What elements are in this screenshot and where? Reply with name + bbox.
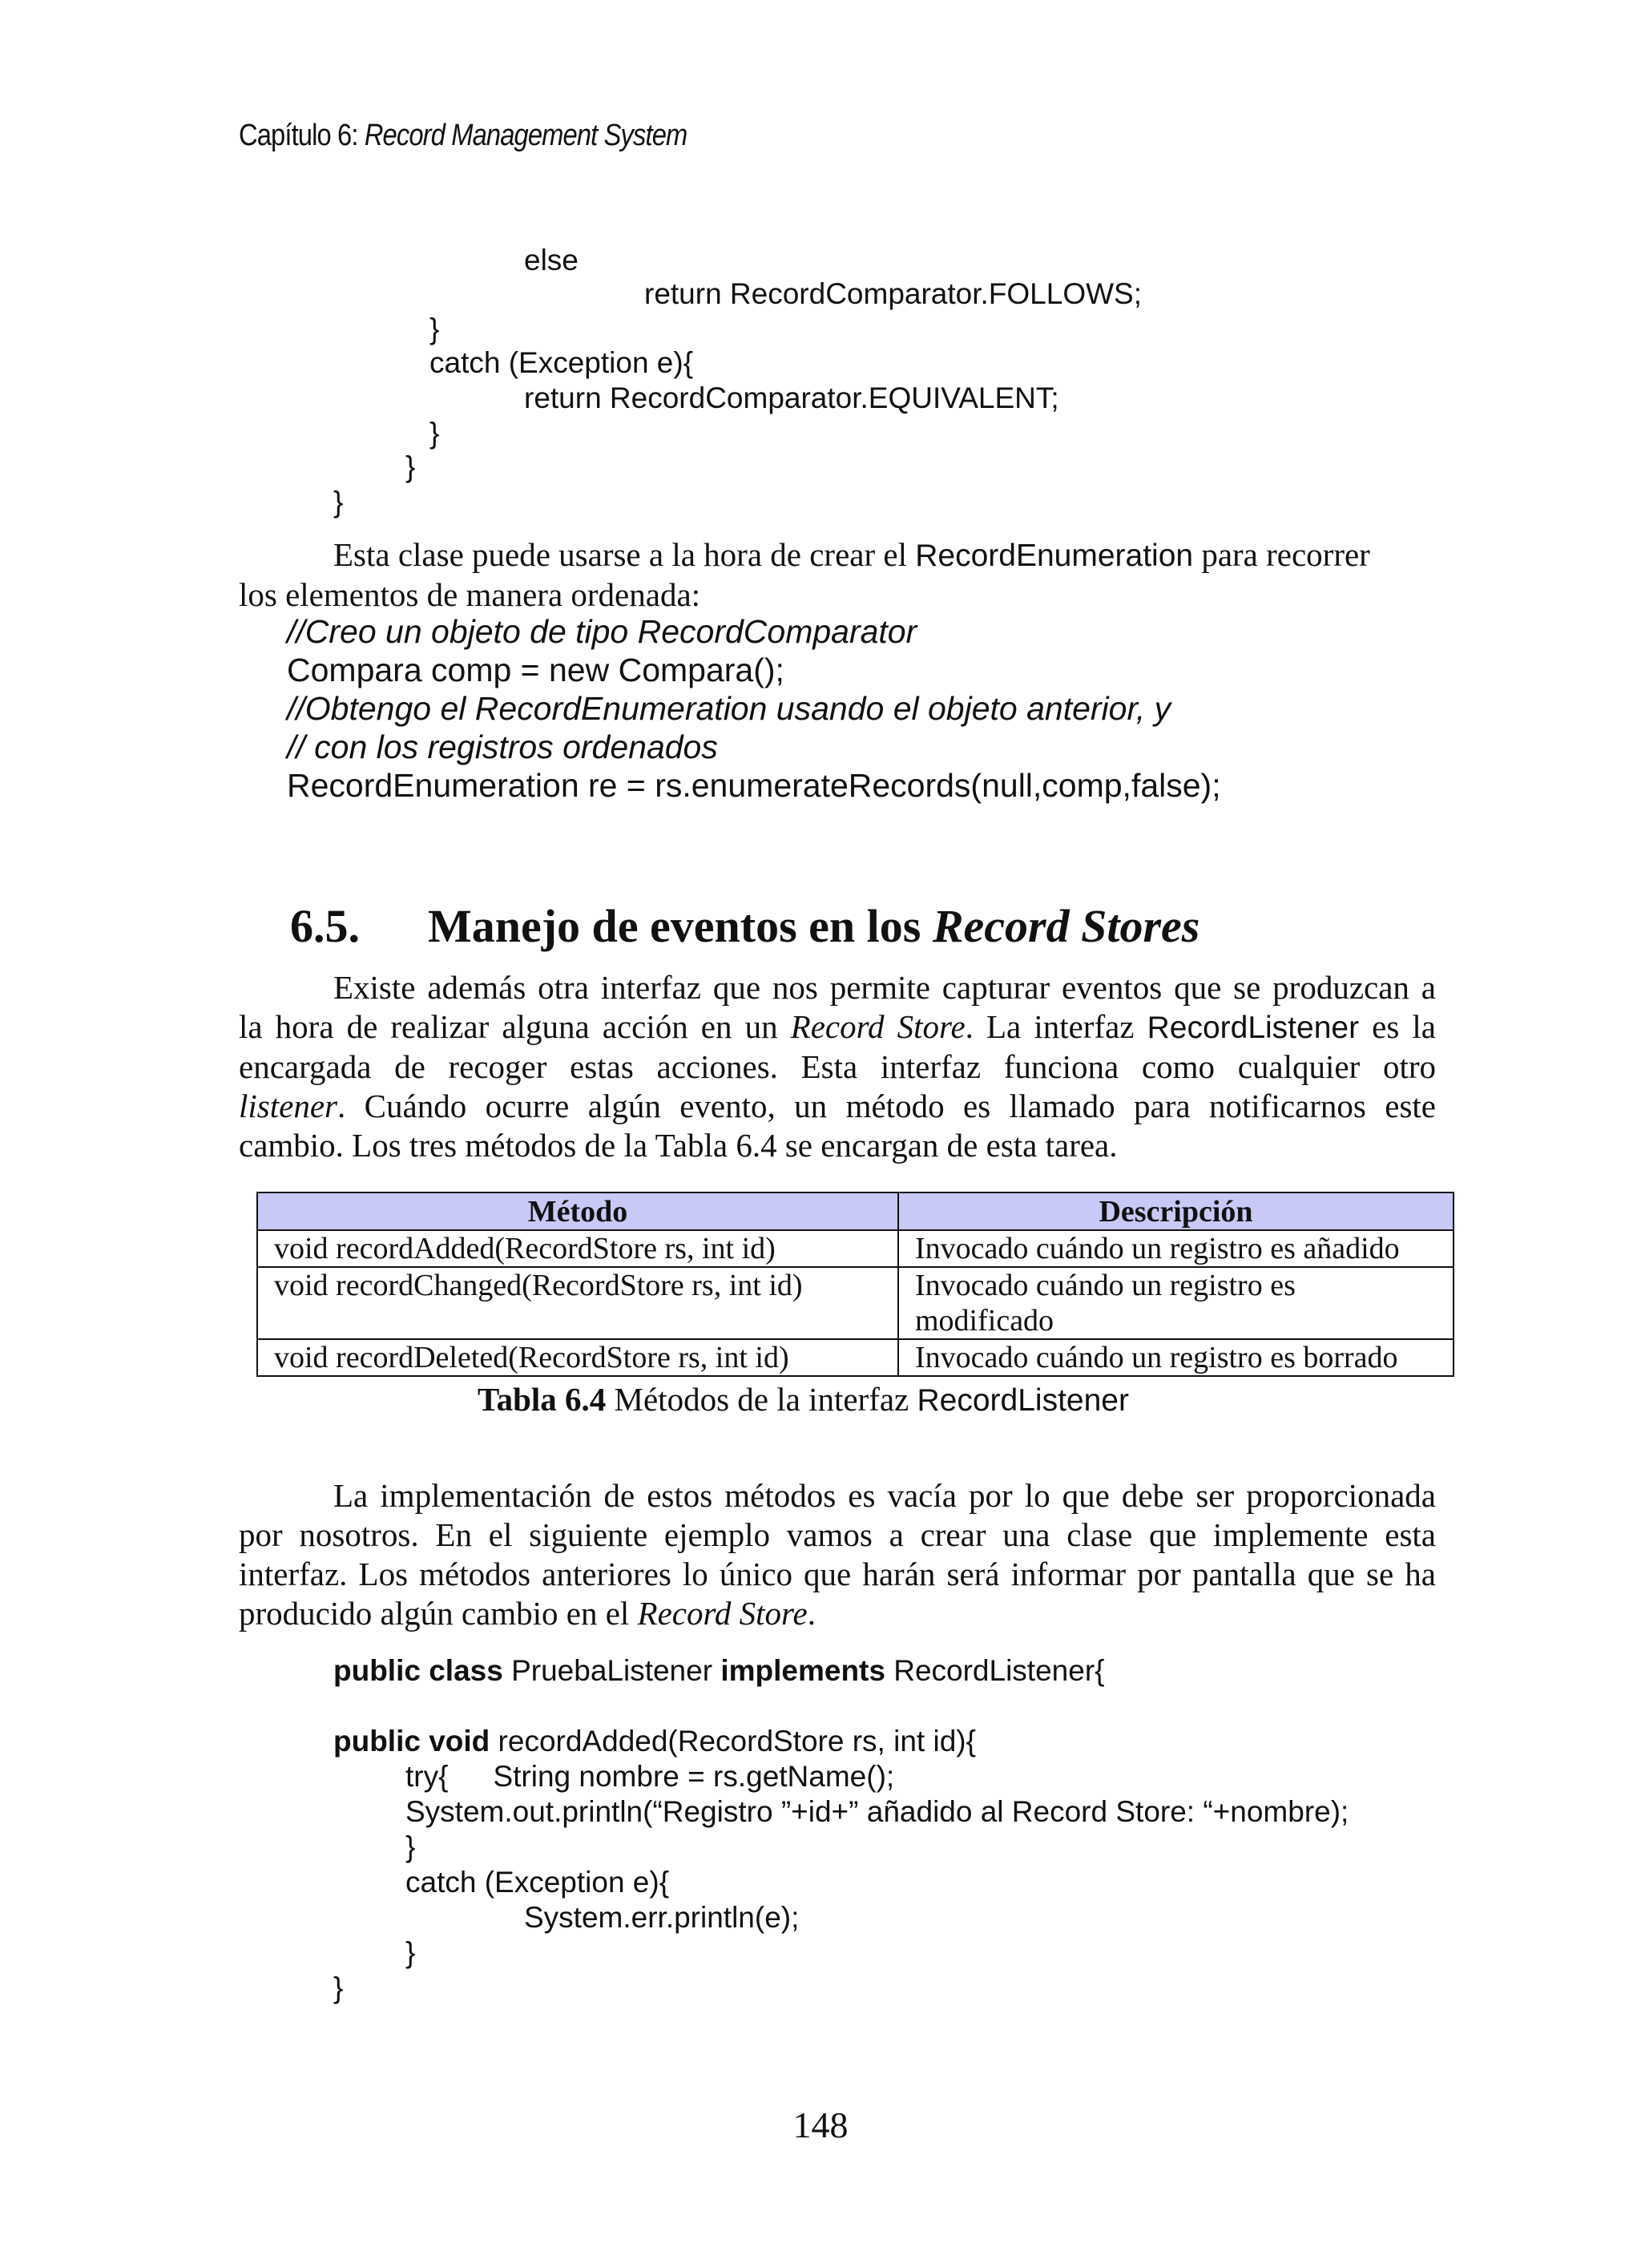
code-line: return RecordComparator.EQUIVALENT; [524, 381, 1059, 414]
code-line [333, 1726, 976, 1756]
code-line: } [405, 1830, 416, 1863]
column-header-method: Método [257, 1193, 898, 1230]
chapter-prefix: Capítulo 6: [239, 119, 365, 152]
table-caption-text: Métodos de la interfaz [606, 1381, 917, 1418]
code-keyword: public void [333, 1725, 490, 1757]
text-run: la hora de realizar alguna acción en un [239, 1008, 791, 1045]
code-keyword: implements [720, 1654, 885, 1687]
text-run: Esta clase puede usarse a la hora de crear el [333, 536, 916, 573]
text-run: para recorrer [1193, 536, 1370, 573]
table-cell-method: void recordAdded(RecordStore rs, int id) [257, 1230, 898, 1267]
code-line [405, 1762, 894, 1791]
text-run: producido algún cambio en el [239, 1595, 638, 1632]
table-caption [478, 1380, 1129, 1419]
code-line: } [405, 1936, 416, 1969]
paragraph-intro-enumeration [239, 535, 1436, 615]
column-header-description: Descripción [898, 1193, 1454, 1230]
page-number: 148 [792, 2105, 849, 2145]
table-cell-description: Invocado cuándo un registro es añadido [898, 1230, 1454, 1267]
code-line: } [333, 1971, 344, 2004]
inline-code: RecordEnumeration [915, 539, 1194, 573]
code-comment: //Obtengo el RecordEnumeration usando el objeto anterior, y [287, 690, 1171, 727]
code-line: catch (Exception e){ [429, 346, 694, 379]
code-keyword: public class [333, 1654, 503, 1687]
code-text: String nombre = rs.getName(); [493, 1760, 895, 1793]
emphasis: Record Store [790, 1008, 966, 1045]
table-cell-method: void recordChanged(RecordStore rs, int id) [257, 1267, 898, 1339]
emphasis: Record Store [637, 1595, 808, 1632]
code-line: RecordEnumeration re = rs.enumerateRecords(null,comp,false); [287, 767, 1221, 804]
text-run: es la [1359, 1008, 1436, 1045]
text-line: La implementación de estos métodos es vacía por lo que debe ser proporcionada [333, 1477, 1436, 1514]
table-row [257, 1230, 1454, 1267]
section-title: Manejo de eventos en los [428, 900, 933, 952]
code-text: PruebaListener [502, 1654, 721, 1687]
code-text: RecordListener{ [885, 1654, 1105, 1687]
table-caption-label: Tabla 6.4 [478, 1381, 607, 1418]
text-run: . Cuándo ocurre algún evento, un método es llamado para notificarnos este [337, 1088, 1436, 1124]
chapter-title: Record Management System [364, 119, 687, 152]
text-line: encargada de recoger estas acciones. Esta interfaz funciona como cualquier otro [239, 1048, 1436, 1085]
table-row [257, 1339, 1454, 1376]
code-comment: //Creo un objeto de tipo RecordComparator [287, 613, 917, 650]
section-heading [290, 899, 1200, 953]
paragraph-recordlistener [239, 968, 1436, 1165]
table-cell-description: Invocado cuándo un registro es borrado [898, 1339, 1454, 1376]
text-run: . La interfaz [965, 1008, 1147, 1045]
text-line: los elementos de manera ordenada: [239, 576, 701, 613]
table-row [257, 1267, 1454, 1339]
methods-table [256, 1192, 1454, 1377]
text-line: interfaz. Los métodos anteriores lo único que harán será informar por pantalla que se ha [239, 1556, 1436, 1592]
inline-code: RecordListener [1147, 1011, 1360, 1045]
table-cell-method: void recordDeleted(RecordStore rs, int id) [257, 1339, 898, 1376]
text-line: cambio. Los tres métodos de la Tabla 6.4 se encargan de esta tarea. [239, 1127, 1118, 1164]
code-line: Compara comp = new Compara(); [287, 652, 784, 688]
paragraph-implementation [239, 1476, 1436, 1633]
section-number: 6.5. [290, 900, 360, 952]
text-line: por nosotros. En el siguiente ejemplo vamos a crear una clase que implemente esta [239, 1516, 1436, 1553]
code-text: try{ [405, 1760, 449, 1793]
table-header-row [257, 1193, 1454, 1230]
running-header [239, 119, 687, 153]
code-line: } [405, 450, 416, 483]
code-line: catch (Exception e){ [405, 1866, 670, 1899]
section-title-emphasis: Record Stores [932, 900, 1200, 952]
code-line [333, 1656, 1105, 1685]
table-caption-code: RecordListener [917, 1383, 1129, 1418]
code-line: } [429, 313, 440, 345]
code-text: recordAdded(RecordStore rs, int id){ [490, 1725, 976, 1757]
code-line: return RecordComparator.FOLLOWS; [644, 277, 1142, 310]
text-run: . [807, 1595, 816, 1632]
code-line: System.err.println(e); [524, 1901, 800, 1934]
table-cell-description: Invocado cuándo un registro es modificado [898, 1267, 1454, 1339]
code-comment: // con los registros ordenados [287, 728, 718, 765]
code-line: System.out.println(“Registro ”+id+” añadido al Record Store: “+nombre); [405, 1795, 1349, 1828]
emphasis: listener [239, 1088, 337, 1124]
code-line: } [333, 486, 344, 519]
code-line: } [429, 417, 440, 450]
text-line: Existe además otra interfaz que nos permite capturar eventos que se produzcan a [333, 969, 1436, 1006]
code-line: else [524, 244, 579, 276]
